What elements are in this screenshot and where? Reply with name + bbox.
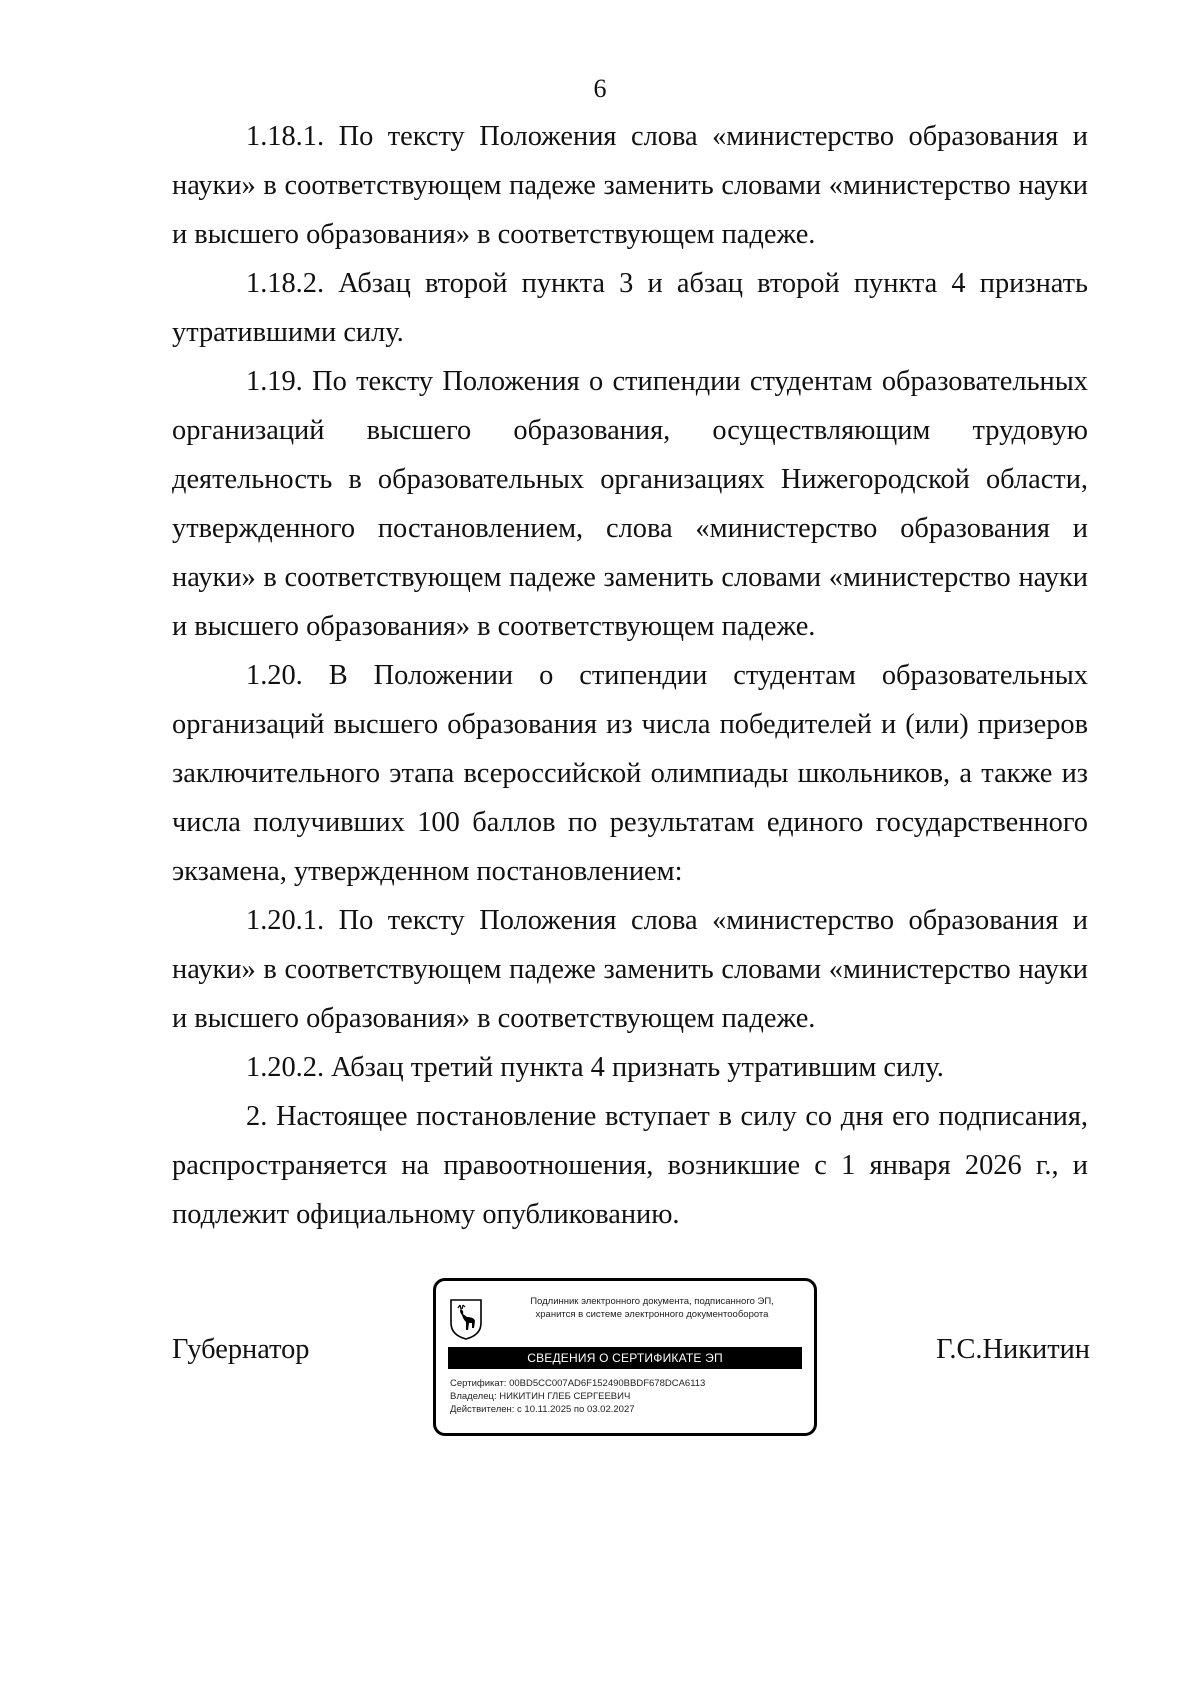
stamp-note-line-1: Подлинник электронного документа, подписанного ЭП, xyxy=(530,1296,774,1307)
page-number: 6 xyxy=(593,74,607,103)
certificate-owner: Владелец: НИКИТИН ГЛЕБ СЕРГЕЕВИЧ xyxy=(450,1391,631,1402)
certificate-header: СВЕДЕНИЯ О СЕРТИФИКАТЕ ЭП xyxy=(448,1347,802,1369)
certificate-serial: Сертификат: 00BD5CC007AD6F152490BBDF678DCA6113 xyxy=(450,1378,706,1389)
electronic-signature-stamp xyxy=(433,1278,817,1436)
certificate-validity: Действителен: с 10.11.2025 по 03.02.2027 xyxy=(450,1404,635,1415)
paragraph-1-20: 1.20. В Положении о стипендии студентам образовательных организаций высшего образования из числа победителей и (или) призеров заключительного этапа всероссийской олимпиады школьников, а также из числа получивших 100 баллов по результатам единого государственного экзамена, утвержденном постановлением: xyxy=(172,660,1088,887)
paragraph-1-20-1: 1.20.1. По тексту Положения слова «министерство образования и науки» в соответствующем падеже заменить словами «министерство науки и высшего образования» в соответствующем падеже. xyxy=(172,905,1088,1034)
paragraph-2: 2. Настоящее постановление вступает в силу со дня его подписания, распространяется на правоотношения, возникшие с 1 января 2026 г., и подлежит официальному опубликованию. xyxy=(172,1101,1088,1230)
paragraph-1-20-2: 1.20.2. Абзац третий пункта 4 признать утратившим силу. xyxy=(246,1052,944,1083)
certificate-details xyxy=(450,1377,705,1416)
stamp-note-line-2: хранится в системе электронного документооборота xyxy=(535,1309,769,1320)
deer-coat-of-arms-icon xyxy=(448,1297,484,1341)
paragraph-1-18-1: 1.18.1. По тексту Положения слова «министерство образования и науки» в соответствующем падеже заменить словами «министерство науки и высшего образования» в соответствующем падеже. xyxy=(172,121,1088,250)
paragraph-1-19: 1.19. По тексту Положения о стипендии студентам образовательных организаций высшего образования, осуществляющим трудовую деятельность в образовательных организациях Нижегородской области, утвержденного постановлением, слова «министерство образования и науки» в соответствующем падеже заменить словами «министерство науки и высшего образования» в соответствующем падеже. xyxy=(172,366,1088,642)
stamp-note xyxy=(492,1295,812,1321)
signatory-name: Г.С.Никитин xyxy=(936,1334,1090,1365)
paragraph-1-18-2: 1.18.2. Абзац второй пункта 3 и абзац второй пункта 4 признать утратившими силу. xyxy=(172,268,1088,348)
document-body xyxy=(172,112,1088,1239)
signatory-title: Губернатор xyxy=(172,1334,310,1365)
